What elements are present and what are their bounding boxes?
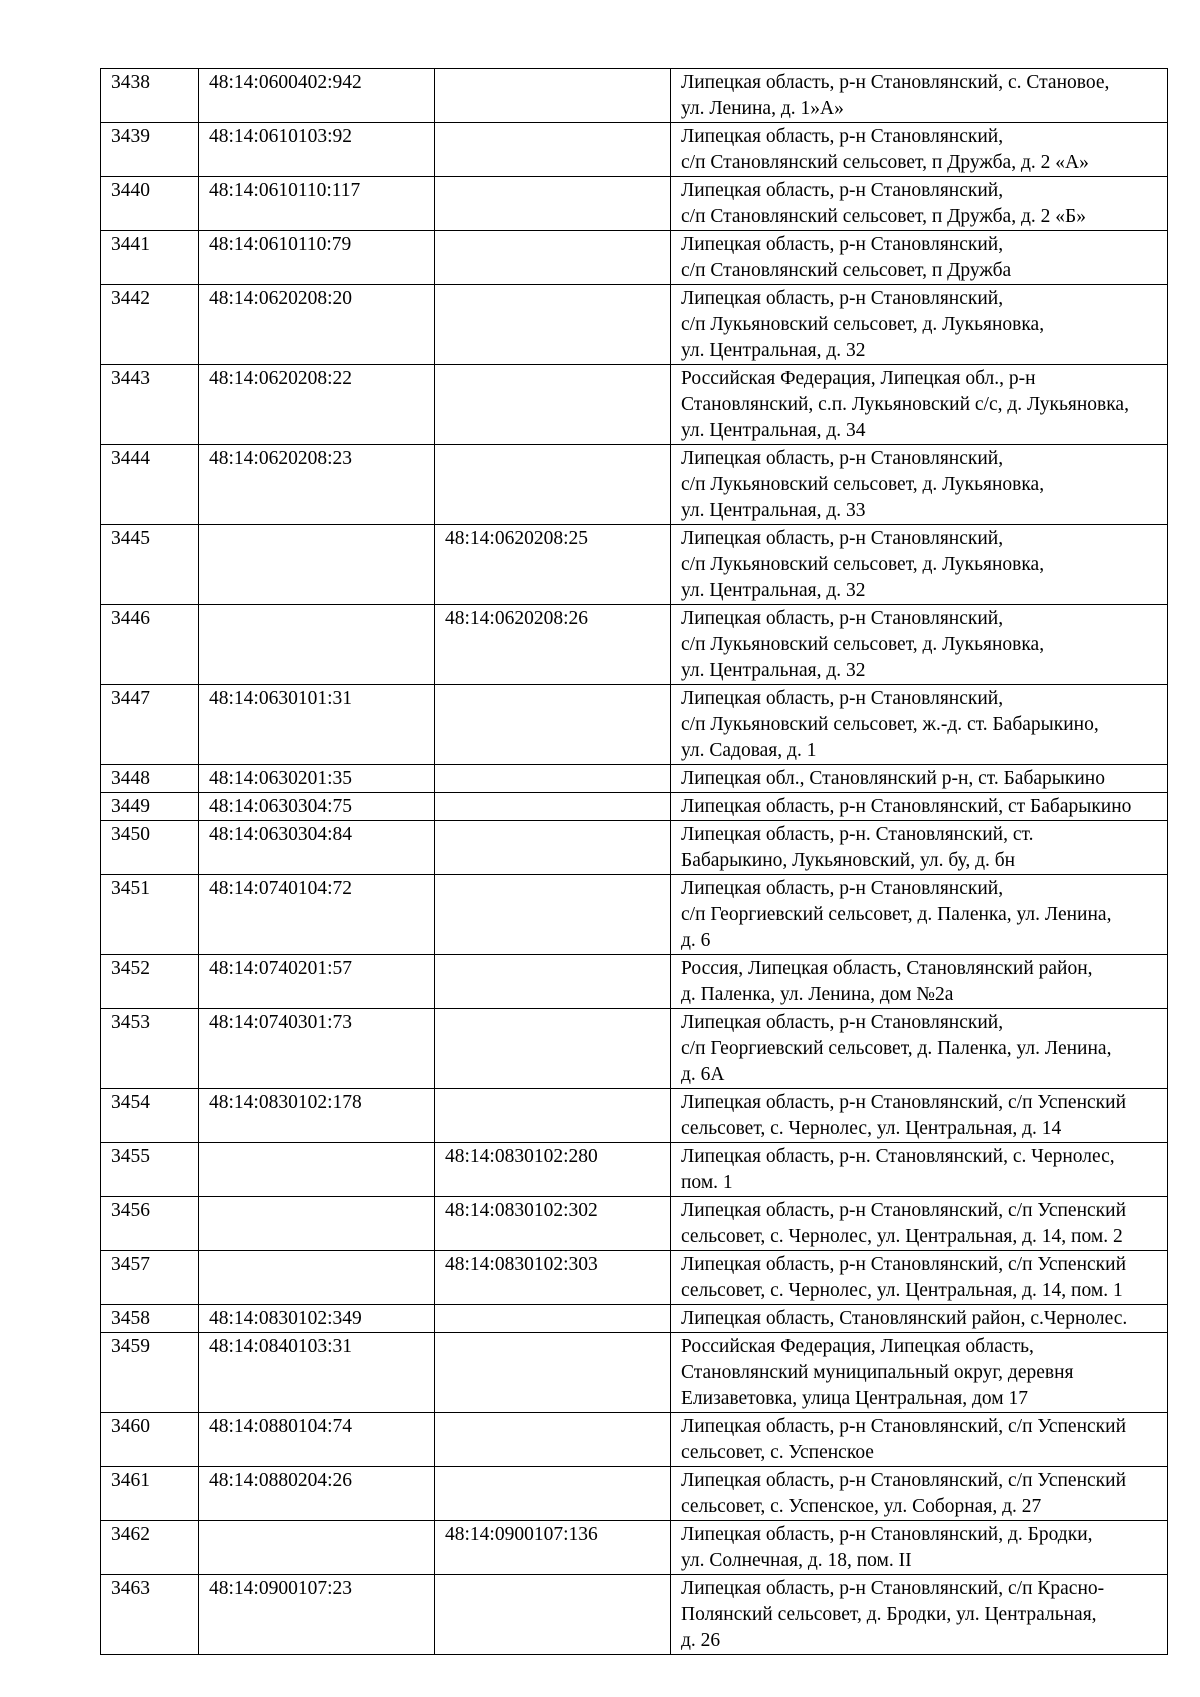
address-line: ул. Центральная, д. 33 <box>681 500 866 521</box>
table-row <box>101 123 1168 177</box>
row-number-cell: 3443 <box>101 365 199 445</box>
row-number-cell: 3460 <box>101 1413 199 1467</box>
address-cell <box>671 765 1168 793</box>
table-row <box>101 1305 1168 1333</box>
address-line: Полянский сельсовет, д. Бродки, ул. Центральная, <box>681 1604 1097 1625</box>
row-number-cell: 3454 <box>101 1089 199 1143</box>
table-row <box>101 1333 1168 1413</box>
address-line: Липецкая область, р-н Становлянский, <box>681 608 1004 629</box>
building-cadastral-number-cell <box>435 1413 671 1467</box>
land-cadastral-number-cell <box>199 1197 435 1251</box>
table-row <box>101 1143 1168 1197</box>
address-cell <box>671 285 1168 365</box>
address-line: пом. 1 <box>681 1172 733 1193</box>
building-cadastral-number-cell <box>435 285 671 365</box>
row-number-cell: 3445 <box>101 525 199 605</box>
building-cadastral-number-cell <box>435 231 671 285</box>
address-line: с/п Лукьяновский сельсовет, д. Лукьяновка, <box>681 634 1045 655</box>
row-number-cell: 3448 <box>101 765 199 793</box>
land-cadastral-number-cell: 48:14:0880104:74 <box>199 1413 435 1467</box>
address-line: сельсовет, с. Чернолес, ул. Центральная, д. 14 <box>681 1118 1062 1139</box>
address-cell <box>671 1009 1168 1089</box>
address-cell <box>671 1197 1168 1251</box>
table-row <box>101 69 1168 123</box>
land-cadastral-number-cell: 48:14:0740201:57 <box>199 955 435 1009</box>
land-cadastral-number-cell: 48:14:0630304:84 <box>199 821 435 875</box>
document-page <box>100 68 1168 1655</box>
address-line: Липецкая область, р-н Становлянский, с/п Успенский <box>681 1470 1127 1491</box>
land-cadastral-number-cell <box>199 1521 435 1575</box>
address-cell <box>671 821 1168 875</box>
row-number-cell: 3457 <box>101 1251 199 1305</box>
address-cell <box>671 1251 1168 1305</box>
building-cadastral-number-cell <box>435 1089 671 1143</box>
row-number-cell: 3458 <box>101 1305 199 1333</box>
row-number-cell: 3438 <box>101 69 199 123</box>
address-line: Липецкая область, р-н Становлянский, с/п Успенский <box>681 1092 1127 1113</box>
building-cadastral-number-cell <box>435 1305 671 1333</box>
land-cadastral-number-cell: 48:14:0630101:31 <box>199 685 435 765</box>
land-cadastral-number-cell <box>199 1143 435 1197</box>
building-cadastral-number-cell <box>435 365 671 445</box>
address-line: Россия, Липецкая область, Становлянский район, <box>681 958 1093 979</box>
address-line: ул. Центральная, д. 34 <box>681 420 866 441</box>
address-line: Липецкая область, р-н Становлянский, <box>681 448 1004 469</box>
building-cadastral-number-cell <box>435 685 671 765</box>
table-row <box>101 875 1168 955</box>
address-line: ул. Центральная, д. 32 <box>681 340 866 361</box>
address-line: Становлянский муниципальный округ, деревня <box>681 1362 1074 1383</box>
address-line: Липецкая область, р-н Становлянский, с/п Успенский <box>681 1254 1127 1275</box>
address-cell <box>671 1143 1168 1197</box>
row-number-cell: 3446 <box>101 605 199 685</box>
land-cadastral-number-cell: 48:14:0630201:35 <box>199 765 435 793</box>
address-line: с/п Становлянский сельсовет, п Дружба, д. 2 «А» <box>681 152 1089 173</box>
property-registry-table <box>100 68 1168 1655</box>
land-cadastral-number-cell: 48:14:0610110:79 <box>199 231 435 285</box>
table-row <box>101 955 1168 1009</box>
row-number-cell: 3459 <box>101 1333 199 1413</box>
address-line: Елизаветовка, улица Центральная, дом 17 <box>681 1388 1028 1409</box>
row-number-cell: 3451 <box>101 875 199 955</box>
table-row <box>101 177 1168 231</box>
building-cadastral-number-cell <box>435 765 671 793</box>
row-number-cell: 3450 <box>101 821 199 875</box>
building-cadastral-number-cell <box>435 875 671 955</box>
address-line: Липецкая область, р-н Становлянский, <box>681 234 1004 255</box>
address-cell <box>671 605 1168 685</box>
address-cell <box>671 1413 1168 1467</box>
land-cadastral-number-cell: 48:14:0620208:23 <box>199 445 435 525</box>
building-cadastral-number-cell <box>435 1575 671 1655</box>
address-line: с/п Лукьяновский сельсовет, д. Лукьяновка, <box>681 554 1045 575</box>
building-cadastral-number-cell: 48:14:0900107:136 <box>435 1521 671 1575</box>
address-line: с/п Становлянский сельсовет, п Дружба, д. 2 «Б» <box>681 206 1086 227</box>
address-cell <box>671 123 1168 177</box>
address-line: Липецкая область, р-н Становлянский, <box>681 878 1004 899</box>
building-cadastral-number-cell <box>435 955 671 1009</box>
address-cell <box>671 365 1168 445</box>
building-cadastral-number-cell <box>435 123 671 177</box>
address-cell <box>671 1521 1168 1575</box>
row-number-cell: 3462 <box>101 1521 199 1575</box>
registry-table-body <box>101 69 1168 1655</box>
row-number-cell: 3441 <box>101 231 199 285</box>
row-number-cell: 3444 <box>101 445 199 525</box>
address-cell <box>671 525 1168 605</box>
land-cadastral-number-cell: 48:14:0610110:117 <box>199 177 435 231</box>
address-line: Липецкая область, р-н Становлянский, <box>681 688 1004 709</box>
land-cadastral-number-cell: 48:14:0830102:178 <box>199 1089 435 1143</box>
land-cadastral-number-cell: 48:14:0740104:72 <box>199 875 435 955</box>
table-row <box>101 821 1168 875</box>
address-line: Липецкая область, р-н Становлянский, <box>681 1012 1004 1033</box>
address-line: ул. Центральная, д. 32 <box>681 580 866 601</box>
address-line: д. Паленка, ул. Ленина, дом №2а <box>681 984 954 1005</box>
building-cadastral-number-cell <box>435 445 671 525</box>
address-line: Липецкая область, р-н Становлянский, с/п Успенский <box>681 1416 1127 1437</box>
building-cadastral-number-cell <box>435 1333 671 1413</box>
address-line: Липецкая область, р-н Становлянский, с/п Красно- <box>681 1578 1105 1599</box>
building-cadastral-number-cell: 48:14:0830102:280 <box>435 1143 671 1197</box>
land-cadastral-number-cell <box>199 1251 435 1305</box>
row-number-cell: 3449 <box>101 793 199 821</box>
address-line: д. 26 <box>681 1630 721 1651</box>
address-cell <box>671 69 1168 123</box>
row-number-cell: 3440 <box>101 177 199 231</box>
table-row <box>101 231 1168 285</box>
table-row <box>101 685 1168 765</box>
address-cell <box>671 685 1168 765</box>
address-line: Липецкая область, р-н Становлянский, ст Бабарыкино <box>681 796 1132 817</box>
building-cadastral-number-cell <box>435 821 671 875</box>
address-line: д. 6 <box>681 930 711 951</box>
address-line: Липецкая область, р-н Становлянский, <box>681 180 1004 201</box>
building-cadastral-number-cell: 48:14:0830102:303 <box>435 1251 671 1305</box>
address-line: Липецкая область, р-н Становлянский, <box>681 126 1004 147</box>
address-cell <box>671 793 1168 821</box>
address-line: ул. Ленина, д. 1»А» <box>681 98 844 119</box>
address-line: с/п Лукьяновский сельсовет, д. Лукьяновка, <box>681 314 1045 335</box>
row-number-cell: 3463 <box>101 1575 199 1655</box>
table-row <box>101 1413 1168 1467</box>
address-cell <box>671 1305 1168 1333</box>
address-line: ул. Центральная, д. 32 <box>681 660 866 681</box>
building-cadastral-number-cell <box>435 177 671 231</box>
address-line: сельсовет, с. Чернолес, ул. Центральная, д. 14, пом. 1 <box>681 1280 1123 1301</box>
building-cadastral-number-cell <box>435 793 671 821</box>
table-row <box>101 525 1168 605</box>
table-row <box>101 793 1168 821</box>
address-line: Липецкая область, р-н. Становлянский, ст. <box>681 824 1034 845</box>
building-cadastral-number-cell: 48:14:0830102:302 <box>435 1197 671 1251</box>
address-cell <box>671 177 1168 231</box>
address-line: сельсовет, с. Чернолес, ул. Центральная, д. 14, пом. 2 <box>681 1226 1123 1247</box>
address-line: с/п Лукьяновский сельсовет, ж.-д. ст. Бабарыкино, <box>681 714 1099 735</box>
address-line: с/п Георгиевский сельсовет, д. Паленка, ул. Ленина, <box>681 1038 1112 1059</box>
land-cadastral-number-cell: 48:14:0880204:26 <box>199 1467 435 1521</box>
address-line: Липецкая область, р-н Становлянский, <box>681 288 1004 309</box>
address-line: с/п Становлянский сельсовет, п Дружба <box>681 260 1012 281</box>
address-cell <box>671 445 1168 525</box>
address-line: Липецкая обл., Становлянский р-н, ст. Бабарыкино <box>681 768 1105 789</box>
address-line: Липецкая область, р-н Становлянский, <box>681 528 1004 549</box>
row-number-cell: 3452 <box>101 955 199 1009</box>
building-cadastral-number-cell: 48:14:0620208:25 <box>435 525 671 605</box>
table-row <box>101 605 1168 685</box>
address-cell <box>671 231 1168 285</box>
building-cadastral-number-cell <box>435 1467 671 1521</box>
land-cadastral-number-cell <box>199 605 435 685</box>
row-number-cell: 3447 <box>101 685 199 765</box>
address-line: с/п Георгиевский сельсовет, д. Паленка, ул. Ленина, <box>681 904 1112 925</box>
table-row <box>101 1251 1168 1305</box>
land-cadastral-number-cell: 48:14:0830102:349 <box>199 1305 435 1333</box>
land-cadastral-number-cell <box>199 525 435 605</box>
address-line: Липецкая область, р-н Становлянский, д. Бродки, <box>681 1524 1093 1545</box>
address-line: с/п Лукьяновский сельсовет, д. Лукьяновка, <box>681 474 1045 495</box>
address-cell <box>671 1333 1168 1413</box>
land-cadastral-number-cell: 48:14:0900107:23 <box>199 1575 435 1655</box>
address-line: д. 6А <box>681 1064 725 1085</box>
land-cadastral-number-cell: 48:14:0630304:75 <box>199 793 435 821</box>
table-row <box>101 765 1168 793</box>
address-line: Становлянский, с.п. Лукьяновский с/с, д. Лукьяновка, <box>681 394 1129 415</box>
building-cadastral-number-cell: 48:14:0620208:26 <box>435 605 671 685</box>
address-line: Липецкая область, Становлянский район, с.Чернолес. <box>681 1308 1128 1329</box>
table-row <box>101 1575 1168 1655</box>
address-line: Бабарыкино, Лукьяновский, ул. бу, д. бн <box>681 850 1016 871</box>
address-cell <box>671 955 1168 1009</box>
table-row <box>101 1467 1168 1521</box>
address-cell <box>671 875 1168 955</box>
table-row <box>101 1089 1168 1143</box>
address-line: ул. Солнечная, д. 18, пом. II <box>681 1550 912 1571</box>
address-line: сельсовет, с. Успенское <box>681 1442 874 1463</box>
table-row <box>101 365 1168 445</box>
land-cadastral-number-cell: 48:14:0740301:73 <box>199 1009 435 1089</box>
address-line: сельсовет, с. Успенское, ул. Соборная, д. 27 <box>681 1496 1042 1517</box>
address-line: Липецкая область, р-н Становлянский, с. Становое, <box>681 72 1110 93</box>
address-line: Липецкая область, р-н. Становлянский, с. Чернолес, <box>681 1146 1115 1167</box>
land-cadastral-number-cell: 48:14:0620208:20 <box>199 285 435 365</box>
address-line: Липецкая область, р-н Становлянский, с/п Успенский <box>681 1200 1127 1221</box>
row-number-cell: 3461 <box>101 1467 199 1521</box>
address-line: Российская Федерация, Липецкая область, <box>681 1336 1034 1357</box>
address-cell <box>671 1575 1168 1655</box>
land-cadastral-number-cell: 48:14:0620208:22 <box>199 365 435 445</box>
table-row <box>101 285 1168 365</box>
table-row <box>101 445 1168 525</box>
address-line: ул. Садовая, д. 1 <box>681 740 817 761</box>
row-number-cell: 3455 <box>101 1143 199 1197</box>
table-row <box>101 1197 1168 1251</box>
table-row <box>101 1521 1168 1575</box>
row-number-cell: 3442 <box>101 285 199 365</box>
building-cadastral-number-cell <box>435 1009 671 1089</box>
address-cell <box>671 1467 1168 1521</box>
address-cell <box>671 1089 1168 1143</box>
address-line: Российская Федерация, Липецкая обл., р-н <box>681 368 1036 389</box>
land-cadastral-number-cell: 48:14:0840103:31 <box>199 1333 435 1413</box>
row-number-cell: 3439 <box>101 123 199 177</box>
table-row <box>101 1009 1168 1089</box>
land-cadastral-number-cell: 48:14:0600402:942 <box>199 69 435 123</box>
row-number-cell: 3456 <box>101 1197 199 1251</box>
building-cadastral-number-cell <box>435 69 671 123</box>
land-cadastral-number-cell: 48:14:0610103:92 <box>199 123 435 177</box>
row-number-cell: 3453 <box>101 1009 199 1089</box>
